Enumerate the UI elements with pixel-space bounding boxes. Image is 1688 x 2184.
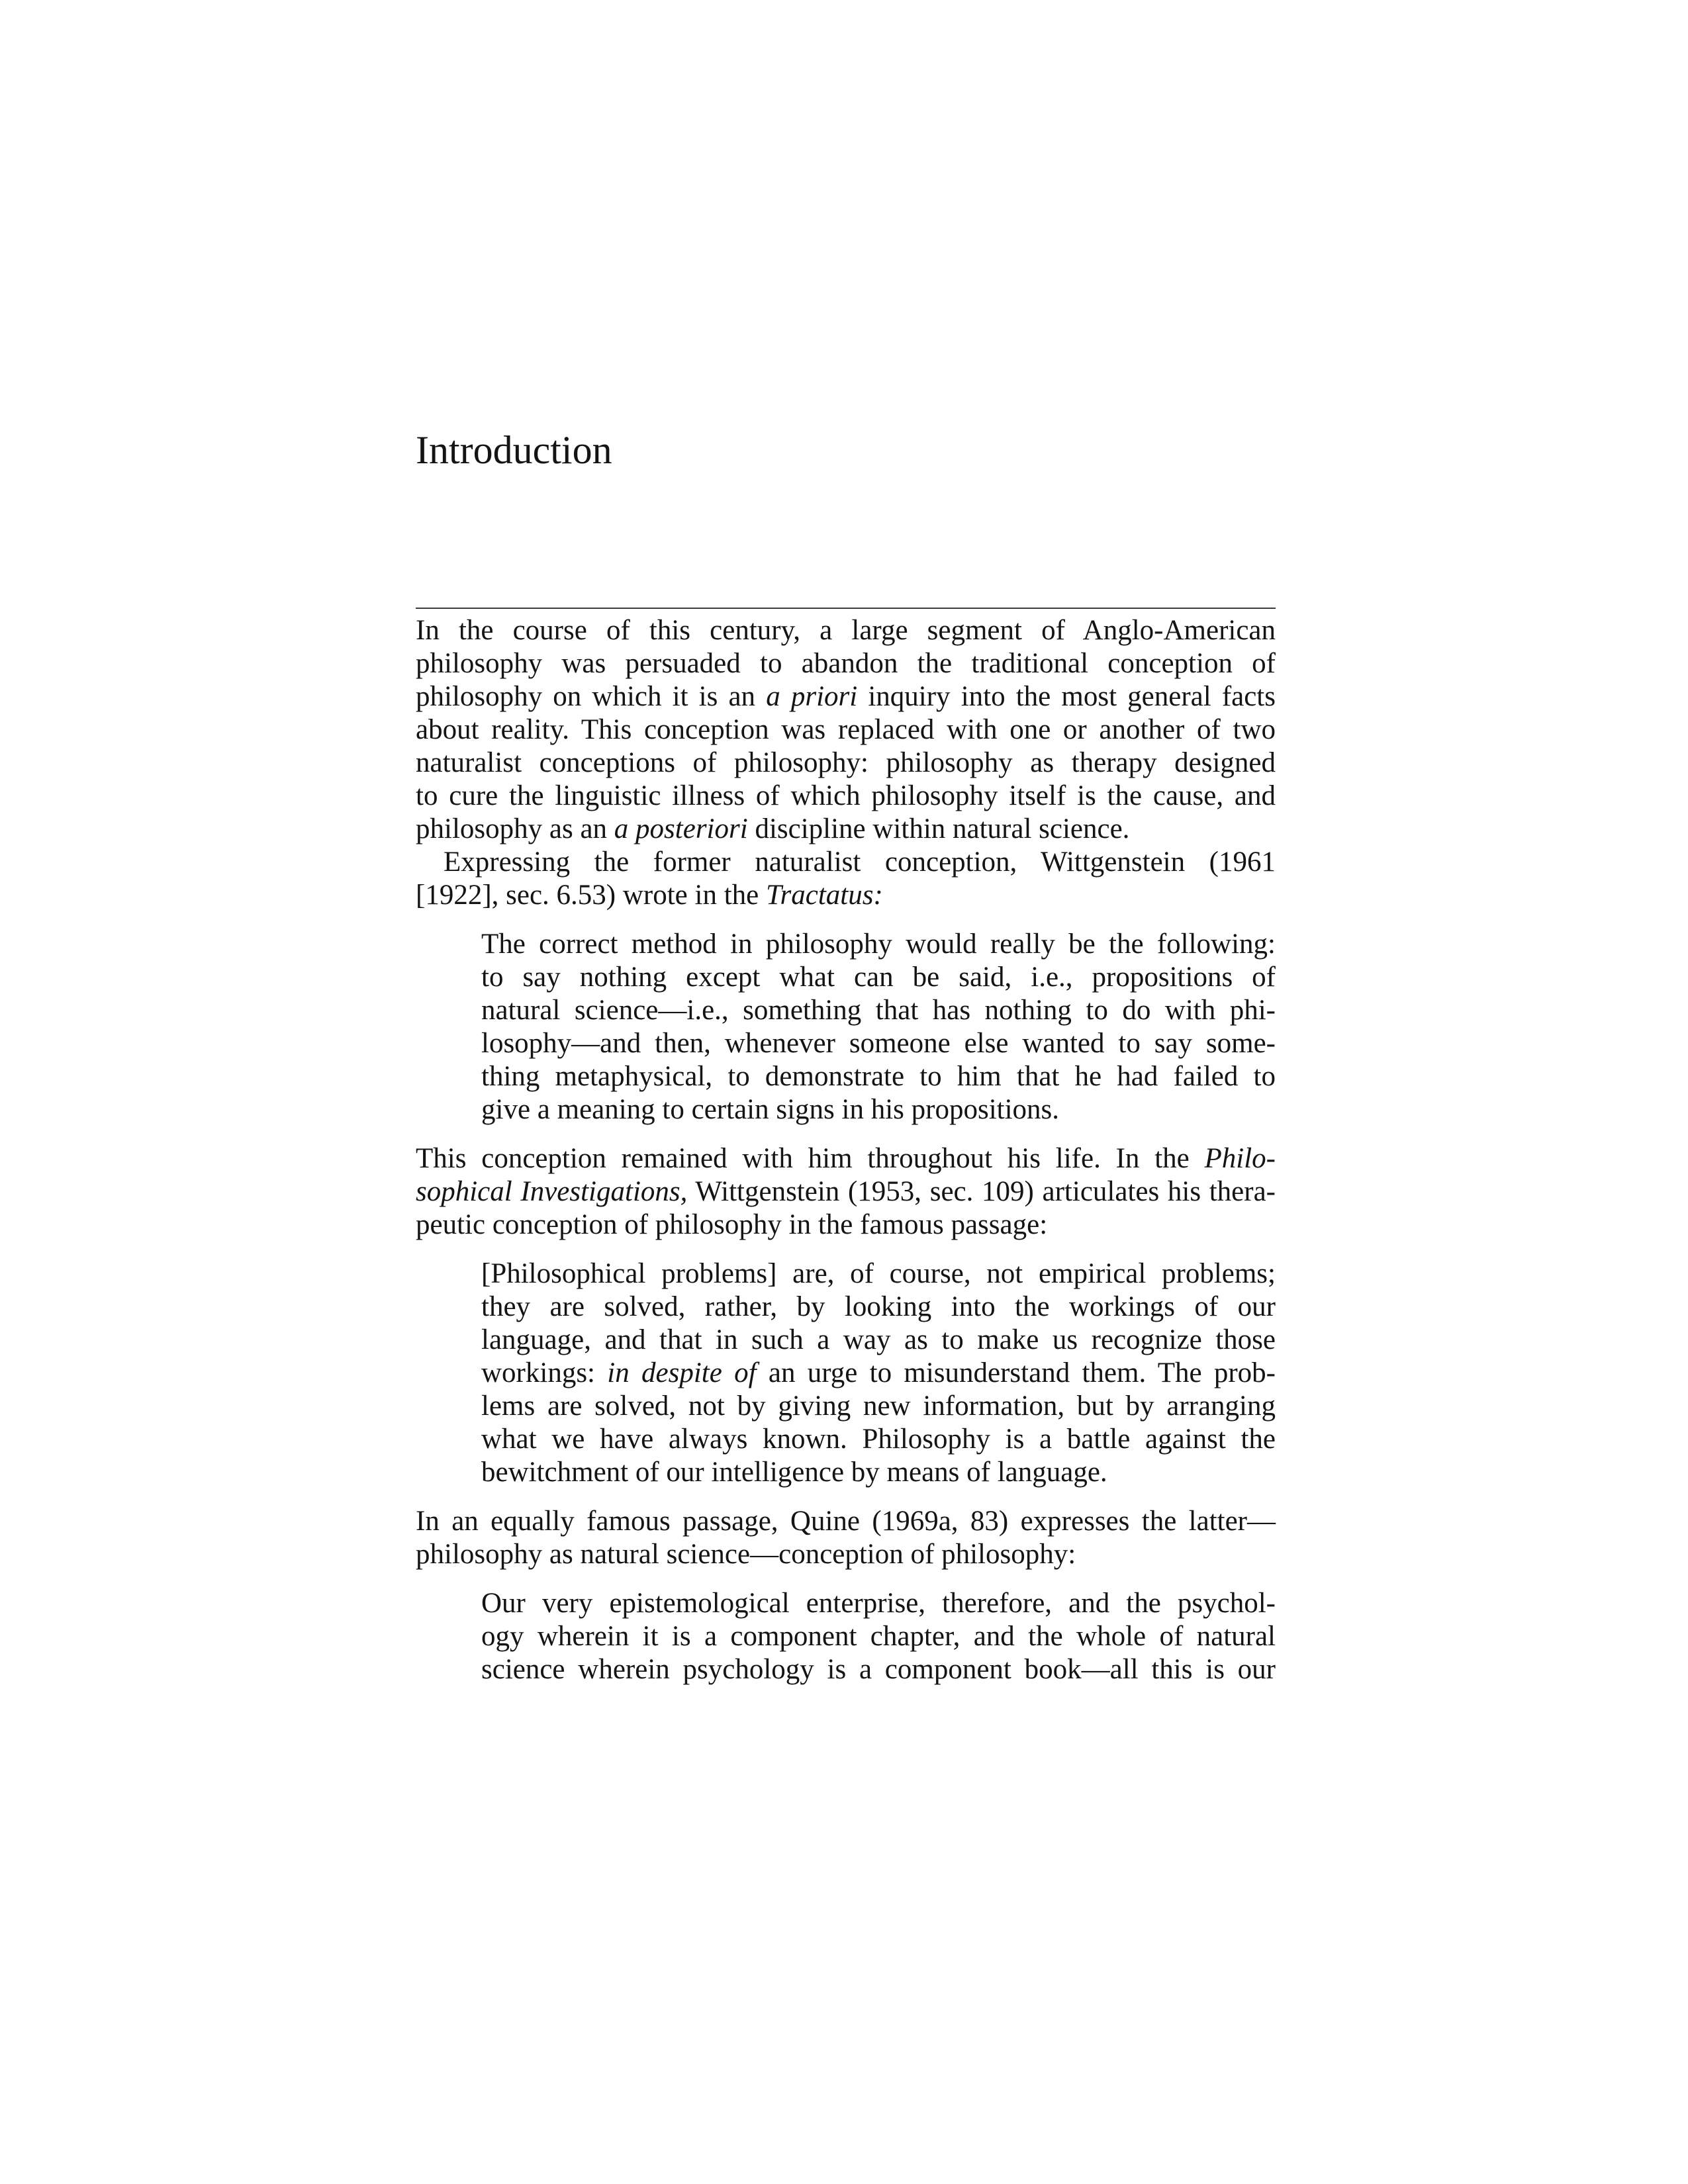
quote-line bbox=[416, 1093, 1276, 1126]
text-segment: an urge to misunderstand them. The prob- bbox=[756, 1357, 1276, 1388]
text-segment: philosophy as an bbox=[416, 813, 614, 844]
text-line bbox=[416, 614, 1276, 647]
quote-line bbox=[416, 1257, 1276, 1291]
italic-segment: a priori bbox=[766, 681, 858, 712]
text-segment: Wittgenstein (1953, sec. 109) articulates his thera- bbox=[687, 1176, 1276, 1207]
text-segment: lems are solved, not by giving new information, but by arranging bbox=[481, 1390, 1276, 1422]
text-segment: ogy wherein it is a component chapter, and the whole of natural bbox=[481, 1621, 1276, 1652]
text-segment: bewitchment of our intelligence by means of language. bbox=[481, 1457, 1107, 1488]
text-segment: natural science—i.e., something that has nothing to do with phi- bbox=[481, 995, 1276, 1026]
italic-segment: a posteriori bbox=[614, 813, 748, 844]
text-segment: they are solved, rather, by looking into the workings of our bbox=[481, 1291, 1276, 1322]
quote-line bbox=[416, 1324, 1276, 1357]
text-line bbox=[416, 713, 1276, 747]
block-gap bbox=[416, 1571, 1276, 1587]
text-segment: about reality. This conception was replaced with one or another of two bbox=[416, 714, 1276, 745]
block-gap bbox=[416, 1242, 1276, 1257]
text-segment: In an equally famous passage, Quine (1969a, 83) expresses the latter— bbox=[416, 1506, 1276, 1537]
text-segment: inquiry into the most general facts bbox=[857, 681, 1276, 712]
body-text bbox=[416, 614, 1276, 1686]
text-segment: discipline within natural science. bbox=[747, 813, 1130, 844]
italic-segment: sophical Investigations, bbox=[416, 1176, 688, 1207]
text-line bbox=[416, 879, 1276, 912]
text-segment: [1922], sec. 6.53) wrote in the bbox=[416, 880, 766, 911]
text-line bbox=[416, 846, 1276, 879]
text-segment: peutic conception of philosophy in the famous passage: bbox=[416, 1209, 1048, 1240]
text-line bbox=[416, 1208, 1276, 1242]
text-segment: thing metaphysical, to demonstrate to him that he had failed to bbox=[481, 1061, 1276, 1092]
text-line bbox=[416, 747, 1276, 780]
text-segment: [Philosophical problems] are, of course, not empirical problems; bbox=[481, 1258, 1276, 1289]
text-segment: This conception remained with him throughout his life. In the bbox=[416, 1143, 1205, 1174]
text-line bbox=[416, 680, 1276, 713]
italic-segment: in despite of bbox=[607, 1357, 757, 1388]
text-line bbox=[416, 1142, 1276, 1175]
text-segment: philosophy on which it is an bbox=[416, 681, 767, 712]
text-segment: philosophy as natural science—conception of philosophy: bbox=[416, 1539, 1076, 1570]
quote-line bbox=[416, 1027, 1276, 1060]
text-segment: to cure the linguistic illness of which philosophy itself is the cause, and bbox=[416, 780, 1276, 811]
text-line bbox=[416, 780, 1276, 813]
text-segment: philosophy was persuaded to abandon the traditional conception of bbox=[416, 648, 1276, 679]
quote-line bbox=[416, 1390, 1276, 1423]
quote-line bbox=[416, 1291, 1276, 1324]
chapter-title: Introduction bbox=[416, 428, 612, 472]
italic-segment: Philo- bbox=[1204, 1143, 1276, 1174]
block-gap bbox=[416, 912, 1276, 928]
text-line bbox=[416, 1505, 1276, 1538]
quote-line bbox=[416, 1456, 1276, 1489]
text-line bbox=[416, 1538, 1276, 1571]
text-segment: naturalist conceptions of philosophy: philosophy as therapy designed bbox=[416, 747, 1276, 778]
quote-line bbox=[416, 961, 1276, 994]
quote-line bbox=[416, 1653, 1276, 1686]
quote-line bbox=[416, 1620, 1276, 1653]
block-gap bbox=[416, 1489, 1276, 1505]
text-line bbox=[416, 1175, 1276, 1208]
section-rule bbox=[416, 608, 1276, 609]
quote-line bbox=[416, 1060, 1276, 1093]
text-segment: Expressing the former naturalist conception, Wittgenstein (1961 bbox=[444, 846, 1276, 878]
quote-line bbox=[416, 1423, 1276, 1456]
block-gap bbox=[416, 1126, 1276, 1142]
text-segment: give a meaning to certain signs in his propositions. bbox=[481, 1094, 1060, 1125]
text-segment: language, and that in such a way as to make us recognize those bbox=[481, 1324, 1276, 1355]
quote-line bbox=[416, 994, 1276, 1027]
text-segment: science wherein psychology is a component book—all this is our bbox=[481, 1654, 1276, 1685]
text-line bbox=[416, 647, 1276, 680]
quote-line bbox=[416, 928, 1276, 961]
text-segment: what we have always known. Philosophy is a battle against the bbox=[481, 1424, 1276, 1455]
text-segment: losophy—and then, whenever someone else wanted to say some- bbox=[481, 1028, 1276, 1059]
quote-line bbox=[416, 1357, 1276, 1390]
text-segment: In the course of this century, a large segment of Anglo-American bbox=[416, 615, 1276, 646]
text-segment: The correct method in philosophy would really be the following: bbox=[481, 929, 1276, 960]
text-segment: workings: bbox=[481, 1357, 608, 1388]
text-line bbox=[416, 813, 1276, 846]
quote-line bbox=[416, 1587, 1276, 1620]
text-segment: Our very epistemological enterprise, therefore, and the psychol- bbox=[481, 1588, 1276, 1619]
text-segment: to say nothing except what can be said, i.e., propositions of bbox=[481, 962, 1276, 993]
italic-segment: Tractatus: bbox=[766, 880, 883, 911]
